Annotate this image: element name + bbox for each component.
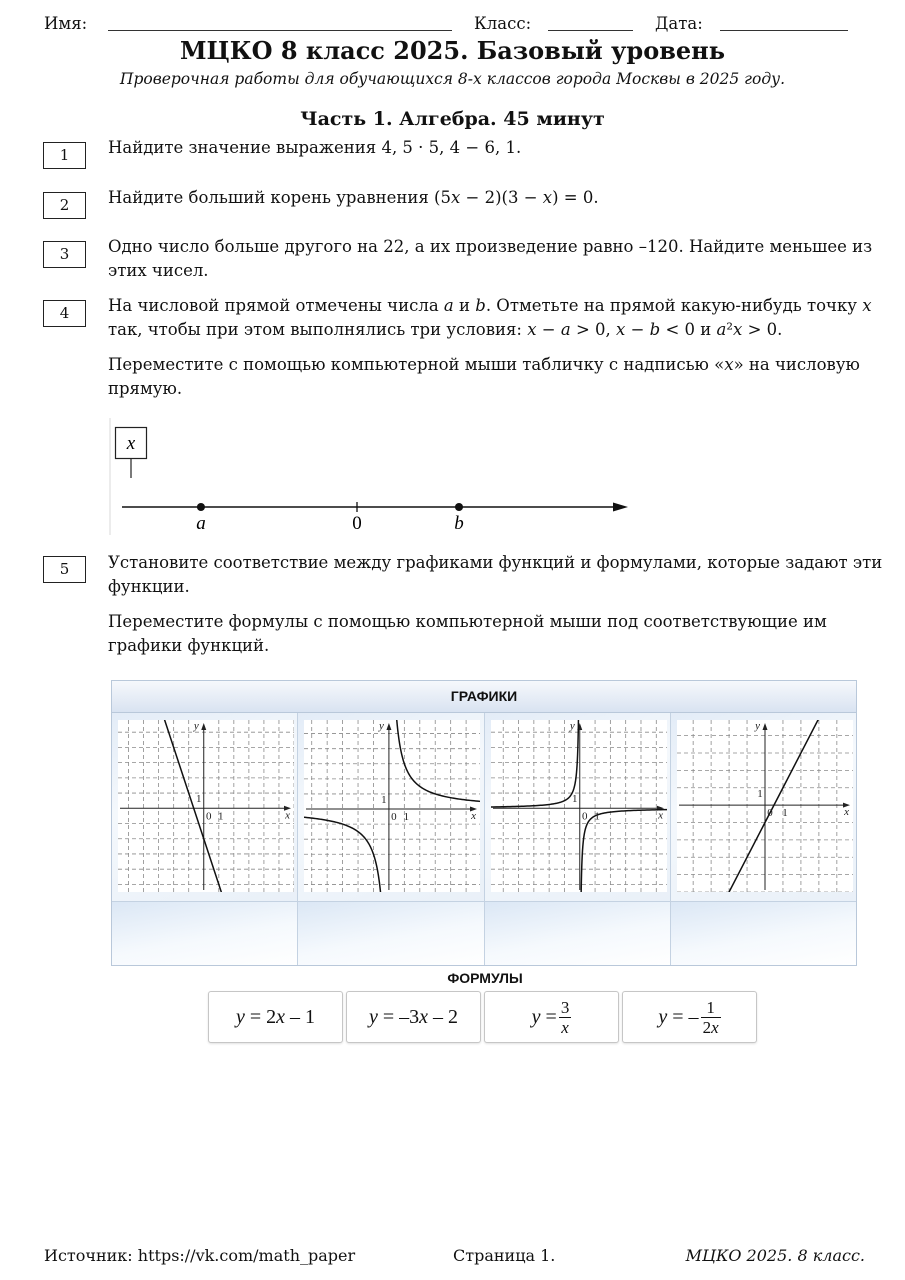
formulas-header: ФОРМУЛЫ xyxy=(447,970,523,986)
question-5-text xyxy=(108,551,882,599)
numerator: 1 xyxy=(706,997,715,1017)
denominator: x xyxy=(561,1017,569,1037)
point-label: a xyxy=(196,513,206,534)
graph-4 xyxy=(677,720,853,892)
question-number-box: 5 xyxy=(43,556,86,583)
page-subtitle: Проверочная работы для обучающихся 8-х классов города Москвы в 2025 году. xyxy=(119,70,786,88)
y-axis-label: y xyxy=(193,720,199,732)
origin-label: 0 xyxy=(581,810,588,823)
origin-label: 0 xyxy=(391,811,397,824)
text-line: Одно число больше другого на 22, а их произведение равно –120. Найдите меньшее из xyxy=(108,237,873,256)
y-unit-tick-label: 1 xyxy=(195,793,202,806)
text-line: Найдите значение выражения 4, 5 · 5, 4 − 6, 1. xyxy=(108,138,522,157)
text-line: Установите соответствие между графиками функций и формулами, которые задают эти xyxy=(108,553,883,572)
y-unit-tick-label: 1 xyxy=(381,793,387,806)
matching-table xyxy=(111,680,857,966)
fraction xyxy=(701,998,721,1037)
draggable-x-label[interactable] xyxy=(116,428,147,479)
formula-cards xyxy=(208,991,757,1043)
graph-1 xyxy=(118,720,294,892)
point-b-dot xyxy=(455,503,463,511)
formula-text: y = xyxy=(531,1005,557,1028)
question-5-instruction xyxy=(108,610,827,658)
question-number-box: 2 xyxy=(43,192,86,219)
graph-background xyxy=(118,720,294,892)
graph-2 xyxy=(304,720,480,892)
section-heading: Часть 1. Алгебра. 45 минут xyxy=(300,108,605,130)
text-line: функции. xyxy=(108,577,190,596)
drop-row xyxy=(112,901,856,965)
graph-background xyxy=(304,720,480,892)
x-label-text[interactable]: x xyxy=(126,433,136,454)
graphs-header: ГРАФИКИ xyxy=(112,681,856,713)
class-blank-line xyxy=(548,30,633,31)
origin-label: 0 xyxy=(767,807,773,820)
text-line: Переместите с помощью компьютерной мыши табличку с надписью «x» на числовую xyxy=(108,355,860,374)
x-unit-tick-label: 1 xyxy=(593,810,600,823)
name-label: Имя: xyxy=(44,14,88,33)
denominator: 2x xyxy=(702,1017,719,1037)
x-axis-label: x xyxy=(657,809,663,822)
y-axis-label: y xyxy=(379,720,385,732)
y-unit-tick-label: 1 xyxy=(571,793,578,806)
formula-text: y = 2x – 1 xyxy=(235,1005,316,1028)
footer-exam-name: МЦКО 2025. 8 класс. xyxy=(685,1246,865,1265)
question-1-text xyxy=(108,136,521,160)
number-line-figure xyxy=(105,415,645,540)
question-3-text xyxy=(108,235,872,283)
graph-cell xyxy=(671,713,856,901)
text-line: На числовой прямой отмечены числа a и b. Отметьте на прямой какую-нибудь точку x xyxy=(108,296,872,315)
text-line: графики функций. xyxy=(108,636,270,655)
point-label: b xyxy=(454,513,464,534)
graph-3 xyxy=(491,720,667,892)
question-number-box: 1 xyxy=(43,142,86,169)
date-label: Дата: xyxy=(655,14,703,33)
formula-text: y = – xyxy=(658,1005,699,1028)
formula-card[interactable] xyxy=(622,991,757,1043)
page-title: МЦКО 8 класс 2025. Базовый уровень xyxy=(179,36,726,65)
graph-cell xyxy=(112,713,298,901)
fraction xyxy=(559,998,572,1037)
question-number-box: 4 xyxy=(43,300,86,327)
footer-source: Источник: https://vk.com/math_paper xyxy=(44,1246,356,1265)
x-unit-tick-label: 1 xyxy=(781,807,788,820)
point-a-dot xyxy=(197,503,205,511)
y-axis-label: y xyxy=(754,720,760,732)
x-axis-label: x xyxy=(285,809,290,822)
date-blank-line xyxy=(720,30,848,31)
formula-text: y = –3x – 2 xyxy=(368,1005,459,1028)
graph-cell xyxy=(298,713,484,901)
y-unit-tick-label: 1 xyxy=(757,787,763,800)
text-line: так, чтобы при этом выполнялись три условия: x − a > 0, x − b < 0 и a²x > 0. xyxy=(108,320,783,339)
origin-label: 0 xyxy=(205,810,212,823)
question-4-instruction xyxy=(108,353,860,401)
x-unit-tick-label: 1 xyxy=(403,811,410,824)
formula-card[interactable] xyxy=(208,991,343,1043)
x-unit-tick-label: 1 xyxy=(218,810,224,823)
name-blank-line xyxy=(108,30,452,31)
x-axis-label: x xyxy=(471,810,477,823)
point-label: 0 xyxy=(352,513,362,534)
class-label: Класс: xyxy=(474,14,532,33)
formula-card[interactable] xyxy=(346,991,481,1043)
formula-card[interactable] xyxy=(484,991,619,1043)
drop-target-4[interactable] xyxy=(671,902,856,965)
text-line: этих чисел. xyxy=(108,261,209,280)
graphs-row xyxy=(112,713,856,901)
question-number-box: 3 xyxy=(43,241,86,268)
drop-target-1[interactable] xyxy=(112,902,298,965)
footer-page-number: Страница 1. xyxy=(453,1246,556,1265)
question-2-text xyxy=(108,186,599,210)
question-4-text xyxy=(108,294,872,342)
drop-target-3[interactable] xyxy=(485,902,671,965)
arrow-right-icon xyxy=(613,503,628,512)
drop-target-2[interactable] xyxy=(298,902,484,965)
x-axis-label: x xyxy=(843,806,849,819)
text-line: Переместите формулы с помощью компьютерной мыши под соответствующие им xyxy=(108,612,827,631)
y-axis-label: y xyxy=(569,720,575,732)
graph-cell xyxy=(485,713,671,901)
numerator: 3 xyxy=(560,997,570,1017)
text-line: прямую. xyxy=(108,379,183,398)
text-line: Найдите больший корень уравнения (5x − 2)(3 − x) = 0. xyxy=(108,188,599,207)
